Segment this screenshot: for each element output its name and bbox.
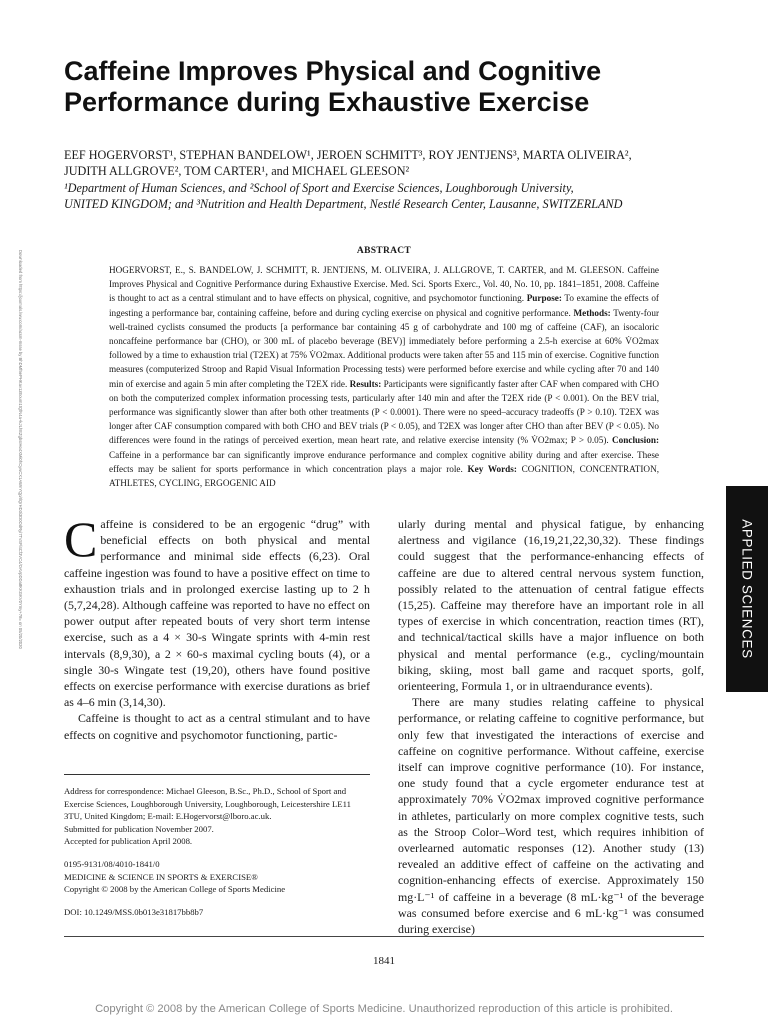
title-line-2: Performance during Exhaustive Exercise [64, 87, 590, 117]
intro-paragraph-1-text: affeine is considered to be an ergogenic “drug” with beneficial effects on both physical and mental performance and minimal side effects (6,23). Oral caffeine ingestion was found to have a positive effect on time to exhaustion trials and in prolonged exercise lasting up to 2 h (5,7,24,28). Although caffeine was reported to have no effect on power output after repeated bouts of very short term intense exercise, such as a 4 × 30-s Wingate sprints with 4-min rest intervals (8,9,30), a 2 × 60-s maximal cycling bouts (4), or a single 30-s Wingate test (19,20), others have found positive effects on exercise performance with exercise durations as brief as 4–6 min (3,14,30). [64, 517, 370, 710]
abstract-results-label: Results: [349, 378, 382, 389]
abstract-methods-label: Methods: [573, 307, 611, 318]
article-title [64, 56, 704, 118]
abstract-results: Participants were significantly faster after CAF when compared with CHO on both the computerized complex information processing tests, particularly after 140 min and after the T2EX ride (P < 0.001). On the BEV trial, performance was significantly slower than after both other treatments (P < 0.0001). There were no speed–accuracy tradeoffs (P > 0.10). T2EX was longer after CAF consumption compared with both CHO and BEV trials (P < 0.05), and T2EX was longer after CHO than after BEV (P < 0.05). No differences were found in the ratings of perceived exertion, mean heart rate, and relative exercise intensity (% V̇O2max; P > 0.05). [109, 378, 659, 446]
footnote-rule [64, 774, 370, 775]
affiliations-line-2: UNITED KINGDOM; and ³Nutrition and Health Department, Nestlé Research Center, Lausanne, SWITZERLAND [64, 197, 623, 211]
abstract-keywords-label: Key Words: [467, 463, 517, 474]
abstract-heading: ABSTRACT [356, 246, 412, 256]
side-tab-label: APPLIED SCIENCES [739, 519, 755, 659]
abstract-purpose: To examine the effects of ingesting a performance bar, containing caffeine, before and during cycling exercise on physical and cognitive performance. [109, 293, 659, 318]
intro-paragraph-3: ularly during mental and physical fatigue, by enhancing alertness and vigilance (16,19,21,22,30,32). These findings could suggest that the performance-enhancing effects of caffeine are due to altered central nervous system function, possibly related to the attenuation of central fatigue effects (15,25). Caffeine may therefore have an important role in all types of exercise in which concentration, reaction times (RT), and technical/tactical skills have a major influence on both physical and mental performance (e.g., cycling/mountain biking, skiing, most ball game and racquet sports, golf, orienteering, Formula 1, or in ultraendurance events). [398, 517, 704, 694]
download-notice: Downloaded from https://journals.lww.com/acsm-msse by BhDMf5ePHKav1zEoum1tQfN4a+kJLhEZgbsIHo4XMi0hCywCX1AWnYQp/IlQrHD3i3D0OdRyi7TvSFl4Cf3VC4/OAVpDDa8KKGKV0Ymy+78= on 05/20/2020 [18, 250, 23, 649]
copyright-footer: Copyright © 2008 by the American College of Sports Medicine. Unauthorized reproduction of this article is prohibited. [95, 1003, 673, 1015]
intro-paragraph-2: Caffeine is thought to act as a central stimulant and to have effects on cognitive and psychomotor functioning, partic- [64, 711, 370, 742]
footnote-issn: 0195-9131/08/4010-1841/0 [64, 858, 160, 869]
abstract-conclusion-label: Conclusion: [612, 435, 660, 446]
intro-paragraph-4: There are many studies relating caffeine to physical performance, or relating caffeine to cognitive performance, but only few that investigated the interactions of exercise and caffeine on cognitive performance. Without caffeine, exercise itself can improve cognitive performance (10). For instance, one study found that a cycle ergometer endurance test at approximately 70% V̇O2max improved cognitive performance in athletes, particularly on more complex cognitive tests, such as the Stroop Color–Word test, which requires inhibition of overlearned automatic responses (12). Another study (13) revealed an additive effect of caffeine on the activating and cognition-enhancing effects of exercise. Approximately 150 mg·L⁻¹ of caffeine in a beverage (8 mL·kg⁻¹ of the beverage was consumed before exercise and 6 mL·kg⁻¹ was consumed during exercise) [398, 695, 704, 937]
download-notice-strip [18, 250, 28, 770]
footnote-doi: DOI: 10.1249/MSS.0b013e31817bb8b7 [64, 906, 204, 917]
footnote-accepted: Accepted for publication April 2008. [64, 836, 193, 847]
authors-line-1: EEF HOGERVORST¹, STEPHAN BANDELOW¹, JEROEN SCHMITT³, ROY JENTJENS³, MARTA OLIVEIRA², [64, 148, 632, 162]
footnote-journal: MEDICINE & SCIENCE IN SPORTS & EXERCISE® [64, 871, 258, 882]
footnote-submitted: Submitted for publication November 2007. [64, 823, 214, 834]
abstract-citation: HOGERVORST, E., S. BANDELOW, J. SCHMITT, R. JENTJENS, M. OLIVEIRA, J. ALLGROVE, T. CARTER, and M. GLEESON. Caffeine Improves Physical and Cognitive Performance during Exhaustive Exercise. Med. Sci. Sports Exerc., Vol. 40, No. 10, pp. 1841–1851, 2008. Caffeine is thought to act as a central stimulant and to have effects on physical, cognitive, and psychomotor functioning. [109, 265, 659, 304]
abstract-conclusion: Caffeine in a performance bar can significantly improve endurance performance and complex cognitive ability during and after exercise. These effects may be salient for sports performance in which concentration plays a major role. [109, 449, 659, 474]
title-line-1: Caffeine Improves Physical and Cognitive [64, 56, 602, 86]
footnote-block [64, 785, 370, 918]
footnote-copyright: Copyright © 2008 by the American College of Sports Medicine [64, 884, 286, 895]
author-list [64, 147, 704, 179]
abstract-methods: Twenty-four well-trained cyclists consumed the products [a performance bar containing 45 g of carbohydrate and 100 mg of caffeine (CAF), an isocaloric noncaffeine performance bar (CHO), or 300 mL of placebo beverage (BEV)] immediately before performing a 2.5-h exercise at 60% V̇O2max followed by a time to exhaustion trial (T2EX) at 75% V̇O2max. Additional products were taken after 55 and 115 min of exercise. Cognitive function measures (computerized Stroop and Rapid Visual Information Processing tests) were performed before exercise and while cycling after 70 and 140 min of exercise and again 5 min after completing the T2EX ride. [109, 307, 660, 389]
intro-paragraph-1 [64, 511, 370, 710]
footnote-correspondence: Address for correspondence: Michael Gleeson, B.Sc., Ph.D., School of Sport and Exercise Sciences, Loughborough University, Loughborough, Leicestershire LE11 3TU, United Kingdom; E-mail: E.Hogervorst@lboro.ac.uk. [64, 786, 351, 822]
page-bottom-rule [64, 936, 704, 937]
body-column-right [398, 516, 704, 937]
page-number: 1841 [373, 955, 395, 967]
footnote-correspondence-block [64, 785, 370, 848]
authors-line-2: JUDITH ALLGROVE², TOM CARTER¹, and MICHAEL GLEESON² [64, 164, 410, 178]
affiliations [64, 180, 704, 212]
section-side-tab [726, 486, 768, 692]
affiliations-line-1: ¹Department of Human Sciences, and ²School of Sport and Exercise Sciences, Loughborough University, [64, 181, 574, 195]
drop-cap: C [64, 511, 98, 567]
abstract-purpose-label: Purpose: [526, 293, 562, 304]
body-column-left [64, 511, 370, 743]
abstract-body [109, 263, 659, 490]
abstract-keywords: COGNITION, CONCENTRATION, ATHLETES, CYCLING, ERGOGENIC AID [109, 463, 660, 489]
